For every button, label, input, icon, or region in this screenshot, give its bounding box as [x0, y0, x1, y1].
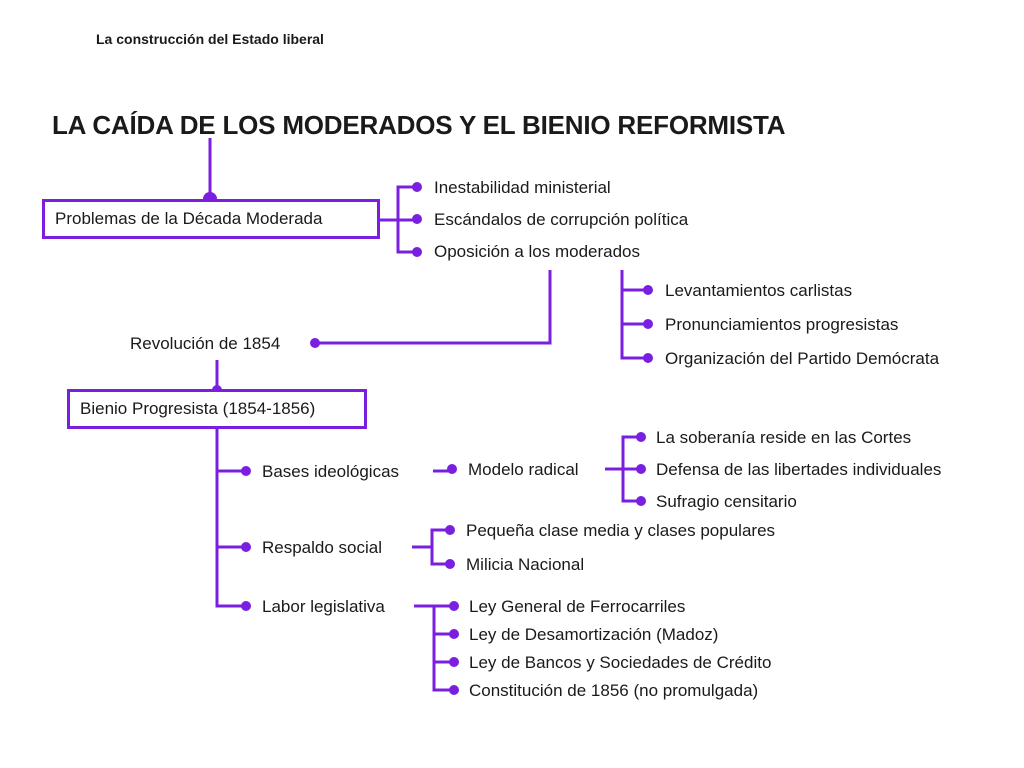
opposition-item: Organización del Partido Demócrata: [665, 349, 940, 368]
dot: [310, 338, 320, 348]
model-item: Sufragio censitario: [656, 492, 797, 511]
dot: [241, 466, 251, 476]
model-label: Modelo radical: [468, 460, 579, 479]
opposition-item: Pronunciamientos progresistas: [665, 315, 899, 334]
legislative-item: Constitución de 1856 (no promulgada): [469, 681, 759, 700]
dot: [449, 657, 459, 667]
revolution-label: Revolución de 1854: [130, 334, 281, 353]
dot: [449, 629, 459, 639]
dot: [643, 353, 653, 363]
bienio-box-label: Bienio Progresista (1854-1856): [80, 399, 316, 418]
dot: [447, 464, 457, 474]
legislative-bracket: [434, 606, 452, 690]
dot: [636, 432, 646, 442]
bases-label: Bases ideológicas: [262, 462, 400, 481]
legislative-label: Labor legislativa: [262, 597, 385, 616]
dot: [636, 464, 646, 474]
dot: [636, 496, 646, 506]
problem-item: Inestabilidad ministerial: [434, 178, 611, 197]
dot: [412, 182, 422, 192]
legislative-item: Ley de Bancos y Sociedades de Crédito: [469, 653, 772, 672]
model-item: Defensa de las libertades individuales: [656, 460, 942, 479]
opposition-branches: [622, 290, 645, 324]
problems-box-label: Problemas de la Década Moderada: [55, 209, 323, 228]
dot: [643, 285, 653, 295]
social-label: Respaldo social: [262, 538, 383, 557]
social-item: Pequeña clase media y clases populares: [466, 521, 776, 540]
dot: [643, 319, 653, 329]
bienio-trunk: [217, 428, 245, 606]
opposition-bracket: [622, 270, 645, 358]
dot: [241, 542, 251, 552]
dot: [412, 247, 422, 257]
opposition-item: Levantamientos carlistas: [665, 281, 853, 300]
dot: [412, 214, 422, 224]
page-title: LA CAÍDA DE LOS MODERADOS Y EL BIENIO REFORMISTA: [52, 110, 786, 140]
problems-box: [42, 199, 380, 239]
dot: [449, 685, 459, 695]
dot: [449, 601, 459, 611]
legislative-item: Ley General de Ferrocarriles: [469, 597, 686, 616]
dot: [445, 559, 455, 569]
bienio-branches: [217, 471, 245, 547]
section-header: La construcción del Estado liberal: [96, 31, 324, 47]
dot: [241, 601, 251, 611]
legislative-branches: [434, 634, 452, 662]
social-bracket: [432, 530, 449, 564]
social-item: Milicia Nacional: [466, 555, 585, 574]
model-item: La soberanía reside en las Cortes: [656, 428, 912, 447]
dot: [445, 525, 455, 535]
revolution-connector: [315, 270, 550, 343]
problem-item: Escándalos de corrupción política: [434, 210, 689, 229]
problem-item: Oposición a los moderados: [434, 242, 641, 261]
bienio-box: [67, 389, 367, 429]
legislative-item: Ley de Desamortización (Madoz): [469, 625, 719, 644]
